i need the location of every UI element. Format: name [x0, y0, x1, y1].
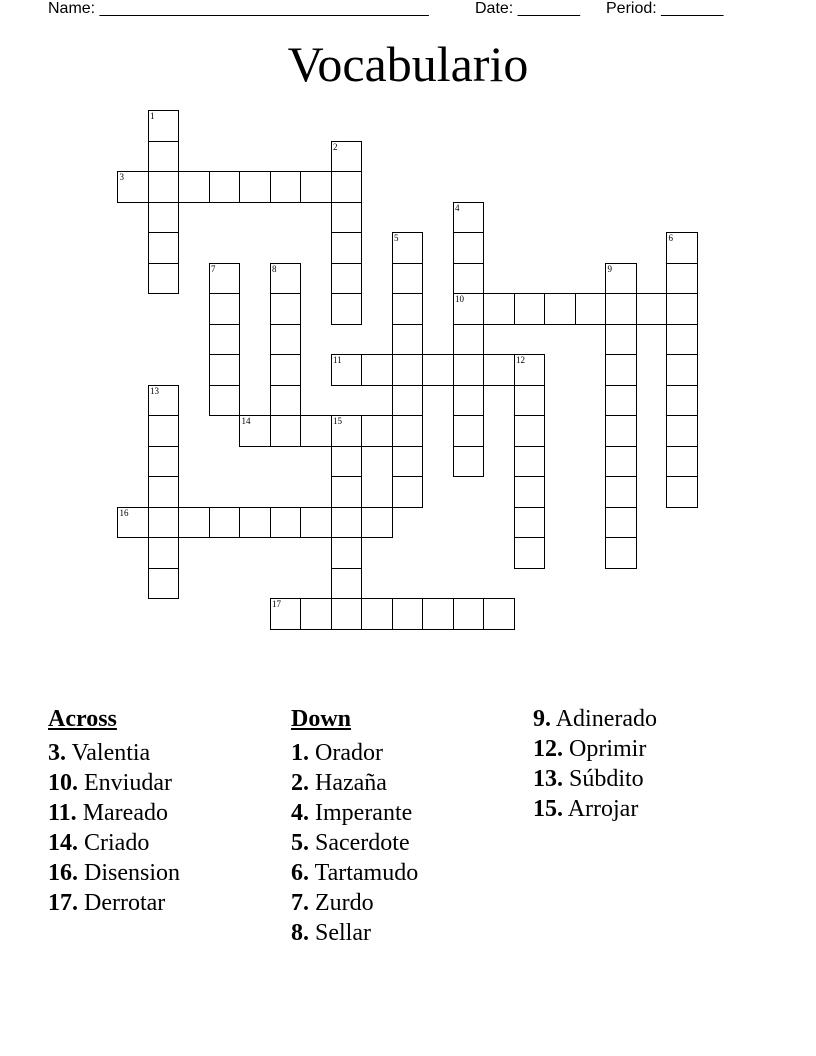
grid-cell[interactable]	[666, 232, 698, 264]
grid-cell[interactable]	[453, 232, 485, 264]
grid-cell[interactable]	[636, 293, 668, 325]
grid-cell[interactable]	[514, 507, 546, 539]
name-field: Name: _____________________________________	[48, 0, 429, 17]
clue-number-label: 8	[272, 263, 277, 274]
down-clues-continued	[533, 704, 657, 824]
clue-number-label: 3	[119, 172, 124, 182]
clue-text: Mareado	[82, 800, 168, 826]
clue-text: Arrojar	[567, 796, 639, 822]
clue-number: 7.	[291, 890, 309, 916]
grid-cell[interactable]	[148, 141, 180, 173]
grid-cell[interactable]	[178, 171, 210, 203]
grid-cell[interactable]	[300, 598, 332, 630]
grid-cell[interactable]	[270, 263, 302, 295]
clue-number: 10.	[48, 770, 78, 796]
grid-cell[interactable]	[209, 263, 241, 295]
grid-cell[interactable]	[514, 476, 546, 508]
clue-number: 17.	[48, 890, 78, 916]
clue-number: 8.	[291, 920, 309, 946]
grid-cell[interactable]	[209, 385, 241, 417]
grid-cell[interactable]	[453, 354, 485, 386]
down-clue	[291, 738, 418, 768]
across-clue	[48, 768, 180, 798]
grid-cell[interactable]	[239, 507, 271, 539]
grid-cell[interactable]	[331, 446, 363, 478]
clue-text: Disension	[84, 860, 180, 886]
grid-cell[interactable]	[270, 415, 302, 447]
grid-cell[interactable]	[331, 507, 363, 539]
grid-cell[interactable]	[514, 385, 546, 417]
grid-cell[interactable]	[605, 385, 637, 417]
grid-cell[interactable]	[453, 385, 485, 417]
grid-cell[interactable]	[148, 385, 180, 417]
grid-cell[interactable]	[331, 568, 363, 600]
grid-cell[interactable]	[361, 354, 393, 386]
clue-text: Derrotar	[84, 890, 166, 916]
grid-cell[interactable]	[148, 476, 180, 508]
across-heading: Across	[48, 706, 117, 732]
grid-cell[interactable]	[331, 537, 363, 569]
across-clue	[48, 828, 180, 858]
grid-cell[interactable]	[575, 293, 607, 325]
down-clue	[533, 794, 657, 824]
grid-cell[interactable]	[331, 232, 363, 264]
clue-text: Imperante	[315, 800, 413, 826]
clue-text: Tartamudo	[314, 860, 419, 886]
grid-cell[interactable]	[453, 446, 485, 478]
grid-cell[interactable]	[361, 598, 393, 630]
grid-cell[interactable]	[148, 263, 180, 295]
clue-number-label: 12	[516, 355, 525, 365]
clue-number-label: 10	[455, 294, 464, 304]
down-clue	[291, 828, 418, 858]
down-clue	[533, 764, 657, 794]
grid-cell[interactable]	[392, 354, 424, 386]
down-clue	[291, 888, 418, 918]
clue-number: 1.	[291, 740, 309, 766]
grid-cell[interactable]	[270, 171, 302, 203]
grid-cell[interactable]	[209, 507, 241, 539]
grid-cell[interactable]	[666, 324, 698, 356]
grid-cell[interactable]	[331, 171, 363, 203]
grid-cell[interactable]	[392, 293, 424, 325]
grid-cell[interactable]	[514, 446, 546, 478]
grid-cell[interactable]	[361, 415, 393, 447]
grid-cell[interactable]	[270, 598, 302, 630]
grid-cell[interactable]	[300, 415, 332, 447]
grid-cell[interactable]	[514, 537, 546, 569]
clue-text: Oprimir	[569, 736, 647, 762]
grid-cell[interactable]	[605, 415, 637, 447]
clue-number: 6.	[291, 860, 309, 886]
down-clues	[291, 704, 418, 948]
across-clue	[48, 858, 180, 888]
clue-text: Enviudar	[84, 770, 172, 796]
grid-cell[interactable]	[453, 293, 485, 325]
down-clue	[533, 704, 657, 734]
clue-text: Sacerdote	[315, 830, 410, 856]
grid-cell[interactable]	[331, 476, 363, 508]
grid-cell[interactable]	[514, 415, 546, 447]
clue-number-label: 4	[455, 202, 460, 213]
clue-number-label: 2	[333, 141, 338, 152]
clue-number-label: 16	[119, 507, 129, 518]
clue-number: 12.	[533, 736, 563, 762]
down-clue	[291, 858, 418, 888]
grid-cell[interactable]	[392, 232, 424, 264]
clue-number: 14.	[48, 830, 78, 856]
date-field: Date: _______	[475, 0, 580, 17]
grid-cell[interactable]	[270, 507, 302, 539]
grid-cell[interactable]	[148, 446, 180, 478]
grid-cell[interactable]	[453, 598, 485, 630]
grid-cell[interactable]	[148, 537, 180, 569]
across-clues	[48, 704, 180, 918]
down-clue	[533, 734, 657, 764]
down-heading: Down	[291, 706, 352, 732]
grid-cell[interactable]	[666, 446, 698, 478]
grid-cell[interactable]	[392, 415, 424, 447]
across-clue	[48, 888, 180, 918]
clue-number-label: 15	[333, 416, 342, 426]
grid-cell[interactable]	[453, 202, 485, 234]
clue-number-label: 13	[150, 385, 159, 396]
grid-cell[interactable]	[209, 354, 241, 386]
grid-cell[interactable]	[605, 476, 637, 508]
grid-cell[interactable]	[331, 598, 363, 630]
grid-cell[interactable]	[605, 507, 637, 539]
grid-cell[interactable]	[331, 415, 363, 447]
grid-cell[interactable]	[148, 110, 180, 142]
clue-text: Valentia	[71, 740, 151, 766]
grid-cell[interactable]	[666, 293, 698, 325]
clue-number: 15.	[533, 796, 563, 822]
grid-cell[interactable]	[605, 446, 637, 478]
grid-cell[interactable]	[483, 354, 515, 386]
grid-cell[interactable]	[453, 324, 485, 356]
grid-cell[interactable]	[239, 171, 271, 203]
clue-number: 5.	[291, 830, 309, 856]
clue-number-label: 11	[333, 355, 342, 365]
grid-cell[interactable]	[148, 507, 180, 539]
grid-cell[interactable]	[270, 293, 302, 325]
grid-cell[interactable]	[392, 324, 424, 356]
clue-text: Zurdo	[315, 890, 374, 916]
grid-cell[interactable]	[422, 354, 454, 386]
clue-number-label: 1	[150, 111, 155, 121]
clue-text: Orador	[315, 740, 383, 766]
grid-cell[interactable]	[483, 598, 515, 630]
grid-cell[interactable]	[148, 415, 180, 447]
grid-cell[interactable]	[392, 476, 424, 508]
clue-number: 2.	[291, 770, 309, 796]
clue-number: 3.	[48, 740, 66, 766]
clue-number: 4.	[291, 800, 309, 826]
down-clue	[291, 768, 418, 798]
clue-number: 16.	[48, 860, 78, 886]
grid-cell[interactable]	[117, 171, 149, 203]
grid-cell[interactable]	[392, 385, 424, 417]
clue-text: Criado	[84, 830, 150, 856]
grid-cell[interactable]	[148, 202, 180, 234]
grid-cell[interactable]	[605, 293, 637, 325]
grid-cell[interactable]	[209, 293, 241, 325]
grid-cell[interactable]	[270, 354, 302, 386]
grid-cell[interactable]	[666, 415, 698, 447]
grid-cell[interactable]	[392, 598, 424, 630]
grid-cell[interactable]	[483, 293, 515, 325]
grid-cell[interactable]	[209, 324, 241, 356]
clue-number-label: 14	[241, 416, 251, 426]
clue-number-label: 7	[211, 263, 216, 274]
grid-cell[interactable]	[331, 263, 363, 295]
grid-cell[interactable]	[148, 171, 180, 203]
grid-cell[interactable]	[605, 263, 637, 295]
clue-number-label: 9	[607, 263, 612, 274]
grid-cell[interactable]	[331, 202, 363, 234]
clue-text: Hazaña	[315, 770, 387, 796]
grid-cell[interactable]	[666, 263, 698, 295]
grid-cell[interactable]	[270, 324, 302, 356]
clue-text: Sellar	[315, 920, 371, 946]
grid-cell[interactable]	[422, 598, 454, 630]
grid-cell[interactable]	[605, 324, 637, 356]
across-clue	[48, 798, 180, 828]
grid-cell[interactable]	[514, 354, 546, 386]
grid-cell[interactable]	[666, 354, 698, 386]
grid-cell[interactable]	[331, 141, 363, 173]
grid-cell[interactable]	[666, 476, 698, 508]
clue-text: Adinerado	[555, 706, 657, 732]
grid-cell[interactable]	[453, 263, 485, 295]
grid-cell[interactable]	[392, 446, 424, 478]
grid-cell[interactable]	[331, 354, 363, 386]
clue-number-label: 6	[668, 233, 673, 243]
grid-cell[interactable]	[148, 568, 180, 600]
grid-cell[interactable]	[209, 171, 241, 203]
grid-cell[interactable]	[605, 537, 637, 569]
period-field: Period: _______	[606, 0, 724, 17]
grid-cell[interactable]	[544, 293, 576, 325]
grid-cell[interactable]	[270, 385, 302, 417]
clue-number: 9.	[533, 706, 551, 732]
grid-cell[interactable]	[514, 293, 546, 325]
grid-cell[interactable]	[331, 293, 363, 325]
grid-cell[interactable]	[178, 507, 210, 539]
across-clue	[48, 738, 180, 768]
grid-cell[interactable]	[605, 354, 637, 386]
grid-cell[interactable]	[666, 385, 698, 417]
clue-text: Súbdito	[569, 766, 644, 792]
down-clue	[291, 918, 418, 948]
clue-number-label: 5	[394, 233, 399, 243]
grid-cell[interactable]	[361, 507, 393, 539]
grid-cell[interactable]	[148, 232, 180, 264]
grid-cell[interactable]	[117, 507, 149, 539]
grid-cell[interactable]	[239, 415, 271, 447]
down-clue	[291, 798, 418, 828]
grid-cell[interactable]	[392, 263, 424, 295]
page-title: Vocabulario	[287, 36, 529, 92]
grid-cell[interactable]	[300, 507, 332, 539]
grid-cell[interactable]	[453, 415, 485, 447]
grid-cell[interactable]	[300, 171, 332, 203]
clue-number-label: 17	[272, 599, 281, 609]
clue-number: 13.	[533, 766, 563, 792]
clue-number: 11.	[48, 800, 77, 826]
